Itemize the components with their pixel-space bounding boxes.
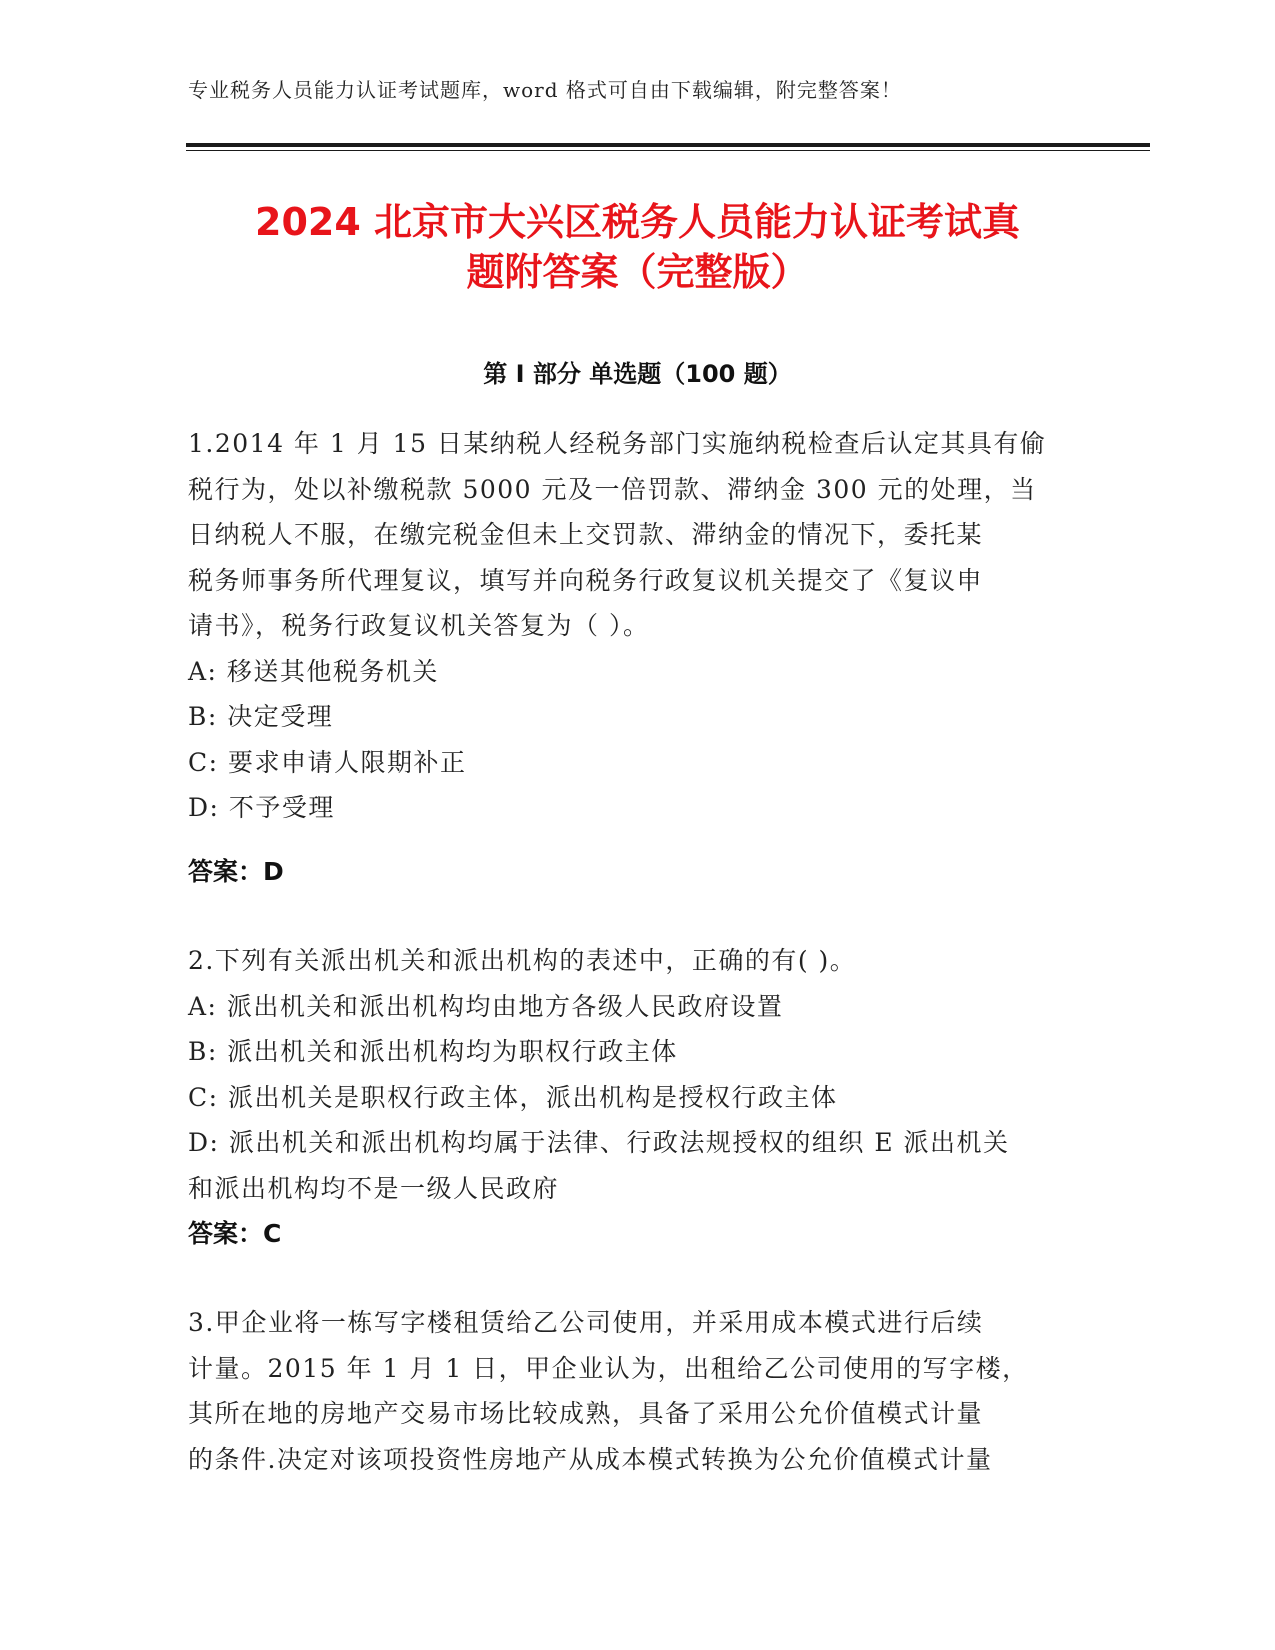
question-1-option-d: D: 不予受理 [188, 793, 335, 822]
question-1-option-a: A: 移送其他税务机关 [188, 656, 439, 686]
question-1-option-c: C: 要求申请人限期补正 [188, 747, 467, 777]
section-title: 第 I 部分 单选题（100 题） [483, 360, 792, 388]
question-1 [188, 421, 1068, 831]
document-title [150, 197, 1125, 297]
question-1-stem-line: 1.2014 年 1 月 15 日某纳税人经税务部门实施纳税检查后认定其具有偷 [188, 429, 1047, 458]
question-2-option-d-continued: 和派出机构均不是一级人民政府 [188, 1173, 560, 1203]
question-1-stem-line: 日纳税人不服，在缴完税金但未上交罚款、滞纳金的情况下，委托某 [188, 520, 984, 549]
question-3-stem-line: 计量。2015 年 1 月 1 日，甲企业认为，出租给乙公司使用的写字楼， [188, 1353, 1029, 1383]
question-2-answer: 答案：C [188, 1219, 282, 1248]
question-2-option-d: D: 派出机关和派出机构均属于法律、行政法规授权的组织 E 派出机关 [188, 1128, 1010, 1157]
question-2-option-c: C: 派出机关是职权行政主体，派出机构是授权行政主体 [188, 1082, 838, 1112]
question-2-option-b: B: 派出机关和派出机构均为职权行政主体 [188, 1037, 678, 1066]
question-1-stem-line: 税务师事务所代理复议，填写并向税务行政复议机关提交了《复议申 [188, 565, 984, 595]
question-2-option-a: A: 派出机关和派出机构均由地方各级人民政府设置 [188, 991, 784, 1021]
question-2 [188, 938, 1068, 1211]
document-title-line-1: 2024 北京市大兴区税务人员能力认证考试真 [255, 200, 1020, 244]
question-3-stem-line: 其所在地的房地产交易市场比较成熟，具备了采用公允价值模式计量 [188, 1399, 984, 1428]
question-1-stem-line: 请书》，税务行政复议机关答复为（ ）。 [188, 611, 650, 640]
header-rule-thick [186, 143, 1150, 147]
question-2-stem-line: 2.下列有关派出机关和派出机构的表述中，正确的有( )。 [188, 946, 857, 975]
question-1-option-b: B: 决定受理 [188, 702, 334, 731]
question-1-answer: 答案：D [188, 857, 284, 886]
question-3-stem-line: 的条件.决定对该项投资性房地产从成本模式转换为公允价值模式计量 [188, 1444, 993, 1474]
document-title-line-2: 题附答案（完整版） [466, 250, 809, 294]
question-3 [188, 1300, 1068, 1482]
header-note: 专业税务人员能力认证考试题库，word 格式可自由下载编辑，附完整答案！ [188, 78, 902, 102]
question-3-stem-line: 3.甲企业将一栋写字楼租赁给乙公司使用，并采用成本模式进行后续 [188, 1308, 984, 1337]
header-rule-thin [186, 150, 1150, 151]
question-1-stem-line: 税行为，处以补缴税款 5000 元及一倍罚款、滞纳金 300 元的处理，当 [188, 474, 1037, 504]
